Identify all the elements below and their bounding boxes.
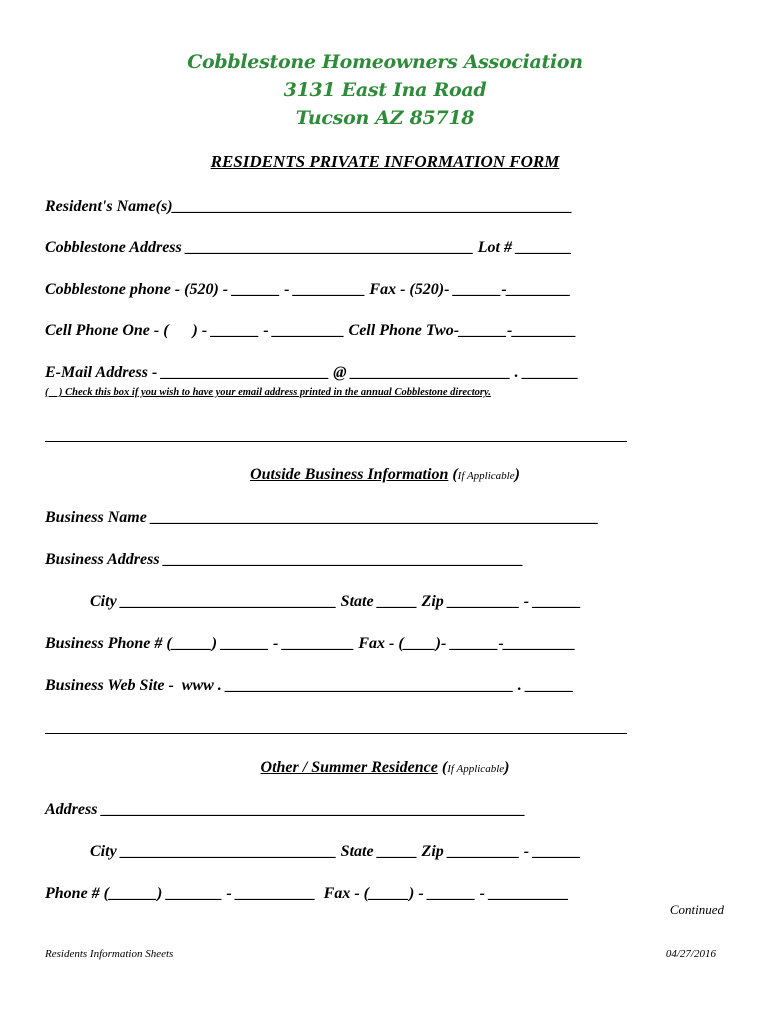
residence-paren-open: ( [437,759,448,776]
residence-address-field[interactable]: Address _____________________________________________________ [45,801,526,818]
directory-checkbox-note[interactable]: ( ) Check this box if you wish to have your email address printed in the annual Cobblestone directory. [45,387,491,398]
cobblestone-phone-field[interactable]: Cobblestone phone - (520) - ______ - _________ Fax - (520)- ______-________ [45,281,571,298]
residence-heading-text: Other / Summer Residence [260,759,438,776]
footer-document-name: Residents Information Sheets [45,948,174,960]
section-divider [45,441,627,442]
cell-phone-field[interactable]: Cell Phone One - ( ) - ______ - _________ Cell Phone Two-______-________ [45,322,577,339]
business-section-heading [0,466,770,484]
email-field[interactable]: E-Mail Address - _____________________ @ ____________________ . _______ [45,364,579,381]
section-divider [45,733,627,734]
business-paren-open: ( [448,466,458,483]
business-heading-text: Outside Business Information [250,466,449,483]
association-city: Tucson AZ 85718 [295,107,475,129]
business-website-field[interactable]: Business Web Site - www . ____________________________________ . ______ [45,677,574,694]
residence-qualifier: If Applicable [447,763,505,775]
business-city-field[interactable]: City ___________________________ State _____ Zip _________ - ______ [90,593,582,610]
business-phone-field[interactable]: Business Phone # (_____) ______ - _________ Fax - (____)- ______-_________ [45,635,576,652]
residence-paren-close: ) [504,759,510,776]
business-address-field[interactable]: Business Address _____________________________________________ [45,551,524,568]
footer-date: 04/27/2016 [665,948,716,960]
business-name-field[interactable]: Business Name ________________________________________________________ [45,509,599,526]
business-qualifier: If Applicable [457,470,515,482]
cobblestone-address-field[interactable]: Cobblestone Address ____________________________________ Lot # _______ [45,239,572,256]
association-name: Cobblestone Homeowners Association [187,51,583,73]
form-title: RESIDENTS PRIVATE INFORMATION FORM [210,152,560,171]
association-street: 3131 East Ina Road [283,79,487,101]
continued-label: Continued [669,902,724,917]
residence-phone-field[interactable]: Phone # (______) _______ - __________ Fax - (_____) - ______ - __________ [45,885,569,902]
business-paren-close: ) [514,466,520,483]
resident-names-field[interactable]: Resident's Name(s)__________________________________________________ [45,198,573,215]
residence-city-field[interactable]: City ___________________________ State _____ Zip _________ - ______ [90,843,582,860]
residence-section-heading [0,759,770,777]
